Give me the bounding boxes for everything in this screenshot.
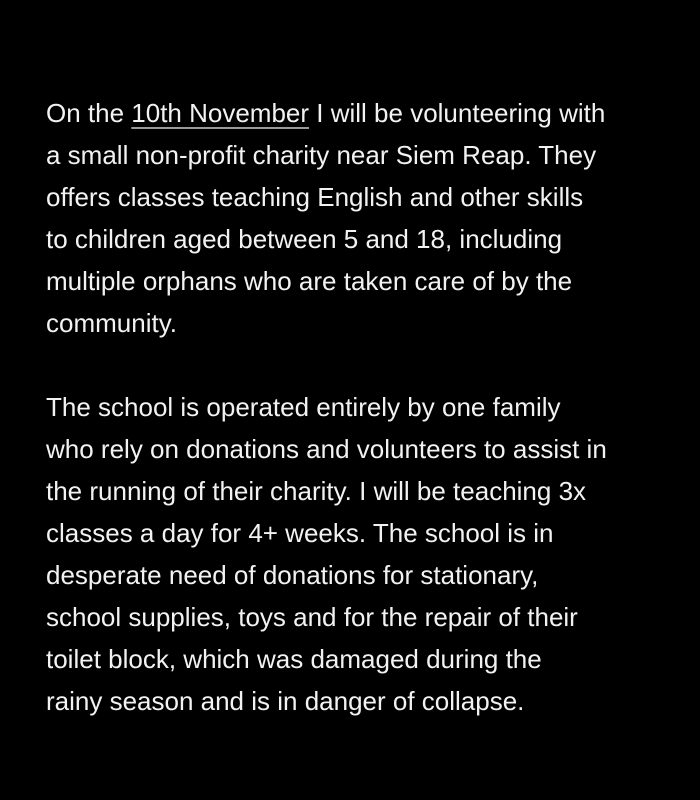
paragraph-1-line-5: multiple orphans who are taken care of by the — [46, 266, 573, 296]
paragraph-2-line-4: classes a day for 4+ weeks. The school is in — [46, 518, 554, 548]
paragraph-1-line-1 — [46, 92, 666, 134]
paragraph-2-line-5: desperate need of donations for stationary, — [46, 560, 539, 590]
paragraph-2-line-8: rainy season and is in danger of collapse. — [46, 686, 525, 716]
paragraph-2-line-7: toilet block, which was damaged during the — [46, 644, 542, 674]
paragraph-1-line-6: community. — [46, 308, 177, 338]
paragraph-2 — [46, 386, 666, 722]
paragraph-1-line-3: offers classes teaching English and other skills — [46, 182, 584, 212]
paragraph-2-line-1: The school is operated entirely by one family — [46, 392, 561, 422]
paragraph-2-line-2: who rely on donations and volunteers to assist in — [46, 434, 607, 464]
line-1-after-text: I will be volunteering with — [309, 98, 606, 128]
paragraph-1-line-4: to children aged between 5 and 18, including — [46, 224, 563, 254]
date-link[interactable]: 10th November — [131, 98, 310, 128]
note-body — [46, 92, 666, 722]
line-1-before-text: On the — [46, 98, 132, 128]
paragraph-2-line-6: school supplies, toys and for the repair of their — [46, 602, 578, 632]
paragraph-1-line-2: a small non-profit charity near Siem Reap. They — [46, 140, 597, 170]
paragraph-2-line-3: the running of their charity. I will be teaching 3x — [46, 476, 587, 506]
paragraph-1 — [46, 92, 666, 344]
